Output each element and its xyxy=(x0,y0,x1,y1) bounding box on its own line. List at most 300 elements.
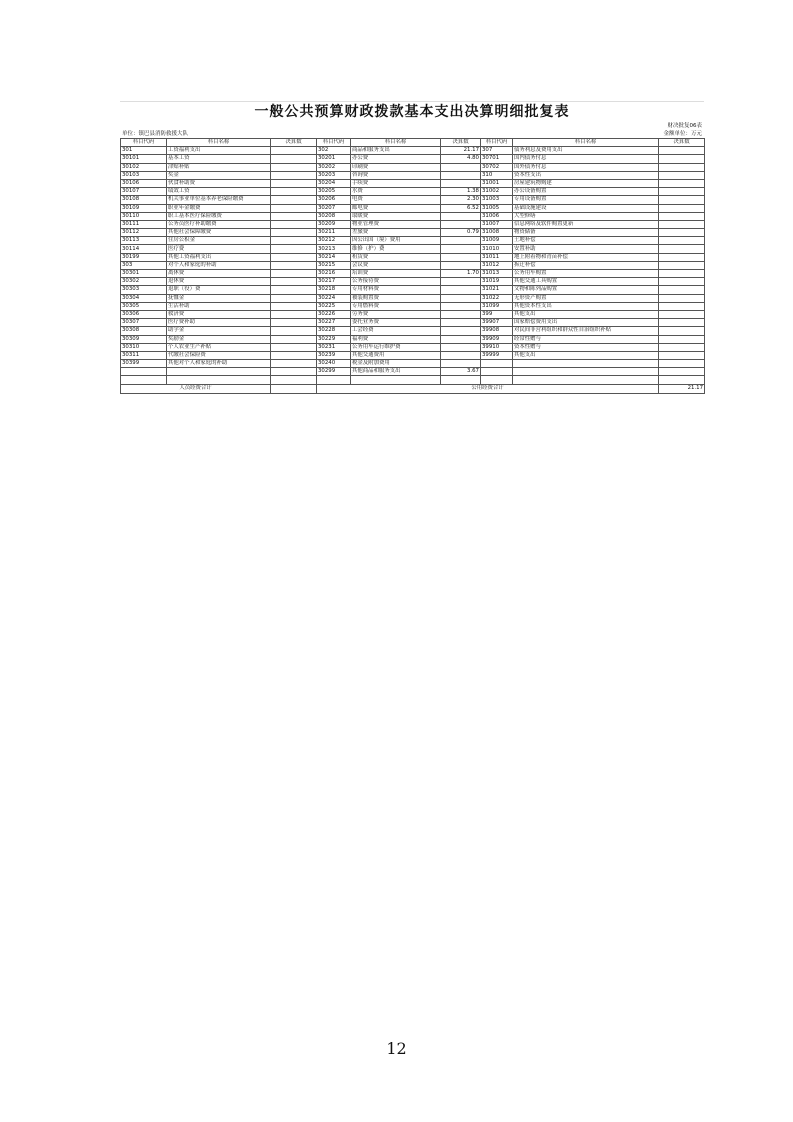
amount-cell xyxy=(271,319,317,327)
name-cell: 邮电费 xyxy=(351,204,441,212)
name-cell: 被装购置费 xyxy=(351,294,441,302)
code-cell: 30218 xyxy=(317,286,351,294)
name-cell: 取暖费 xyxy=(351,212,441,220)
name-cell: 经常性赠与 xyxy=(513,335,659,343)
code-cell: 39908 xyxy=(481,327,513,335)
code-cell: 30306 xyxy=(121,310,167,318)
amount-cell xyxy=(271,310,317,318)
name-cell: 税金及附加费用 xyxy=(351,360,441,368)
unit-label: 单位：镇巴县消防救援大队 xyxy=(122,131,189,137)
code-cell: 30226 xyxy=(317,310,351,318)
name-cell: 其他交通费用 xyxy=(351,351,441,359)
code-cell: 30228 xyxy=(317,327,351,335)
code-cell: 30214 xyxy=(317,253,351,261)
table-row xyxy=(121,204,705,212)
code-cell: 30701 xyxy=(481,155,513,163)
document-title: 一般公共预算财政拨款基本支出决算明细批复表 xyxy=(120,101,704,122)
name-cell: 其他社会保障缴费 xyxy=(167,229,271,237)
name-cell: 会议费 xyxy=(351,261,441,269)
code-cell: 30207 xyxy=(317,204,351,212)
name-cell: 维修（护）费 xyxy=(351,245,441,253)
totals-row xyxy=(121,384,705,393)
amount-cell: 4.80 xyxy=(441,155,481,163)
name-cell: 专用燃料费 xyxy=(351,302,441,310)
code-cell: 30209 xyxy=(317,220,351,228)
amount-cell xyxy=(271,270,317,278)
amount-cell xyxy=(441,220,481,228)
amount-cell xyxy=(441,376,481,384)
code-cell: 30205 xyxy=(317,188,351,196)
code-cell: 30224 xyxy=(317,294,351,302)
code-cell: 30225 xyxy=(317,302,351,310)
table-row xyxy=(121,360,705,368)
table-row xyxy=(121,302,705,310)
public-total-value: 21.17 xyxy=(659,384,705,393)
amount-cell: 0.79 xyxy=(441,229,481,237)
table-row xyxy=(121,376,705,384)
amount-cell xyxy=(271,163,317,171)
name-cell: 物资储备 xyxy=(513,229,659,237)
table-row xyxy=(121,294,705,302)
amount-cell xyxy=(659,220,705,228)
name-cell: 专用设备购置 xyxy=(513,196,659,204)
code-cell: 31011 xyxy=(481,253,513,261)
name-cell: 公务接待费 xyxy=(351,278,441,286)
table-row xyxy=(121,351,705,359)
table-row xyxy=(121,327,705,335)
header-cell: 科目代码 xyxy=(121,139,167,147)
amount-cell xyxy=(441,351,481,359)
table-row xyxy=(121,220,705,228)
public-total-label: 公用经费合计 xyxy=(317,384,659,393)
code-cell xyxy=(481,360,513,368)
name-cell: 公务用车运行维护费 xyxy=(351,343,441,351)
code-cell: 30107 xyxy=(121,188,167,196)
table-row xyxy=(121,163,705,171)
name-cell: 专用材料费 xyxy=(351,286,441,294)
header-cell: 科目名称 xyxy=(351,139,441,147)
name-cell: 地上附着物和青苗补偿 xyxy=(513,253,659,261)
code-cell: 30217 xyxy=(317,278,351,286)
amount-cell: 3.67 xyxy=(441,368,481,376)
amount-cell xyxy=(271,278,317,286)
table-row xyxy=(121,155,705,163)
name-cell: 其他支出 xyxy=(513,351,659,359)
header-cell: 科目代码 xyxy=(481,139,513,147)
code-cell: 31022 xyxy=(481,294,513,302)
name-cell: 奖金 xyxy=(167,171,271,179)
table-row xyxy=(121,212,705,220)
name-cell: 国家赔偿费用支出 xyxy=(513,319,659,327)
code-cell: 31005 xyxy=(481,204,513,212)
header-cell: 决算数 xyxy=(271,139,317,147)
code-cell: 30204 xyxy=(317,179,351,187)
code-cell: 39999 xyxy=(481,351,513,359)
name-cell: 文物和陈列品购置 xyxy=(513,286,659,294)
amount-cell xyxy=(441,343,481,351)
amount-cell xyxy=(659,368,705,376)
code-cell: 30301 xyxy=(121,270,167,278)
amount-cell xyxy=(271,220,317,228)
amount-cell xyxy=(271,335,317,343)
code-cell: 30103 xyxy=(121,171,167,179)
name-cell: 对民间非营利组织和群众性自治组织补贴 xyxy=(513,327,659,335)
name-cell: 住房公积金 xyxy=(167,237,271,245)
name-cell: 救济费 xyxy=(167,310,271,318)
amount-cell xyxy=(659,245,705,253)
name-cell: 差旅费 xyxy=(351,229,441,237)
code-cell: 30399 xyxy=(121,360,167,368)
amount-cell xyxy=(659,188,705,196)
code-cell: 30216 xyxy=(317,270,351,278)
name-cell: 其他工资福利支出 xyxy=(167,253,271,261)
table-number: 财决批复06表 xyxy=(667,123,702,129)
name-cell: 基础设施建设 xyxy=(513,204,659,212)
code-cell: 307 xyxy=(481,147,513,155)
code-cell: 30239 xyxy=(317,351,351,359)
amount-cell xyxy=(659,229,705,237)
amount-cell xyxy=(659,351,705,359)
name-cell: 印刷费 xyxy=(351,163,441,171)
header-cell: 科目名称 xyxy=(513,139,659,147)
amount-cell xyxy=(271,196,317,204)
code-cell: 30299 xyxy=(317,368,351,376)
code-cell xyxy=(481,368,513,376)
name-cell: 其他对个人和家庭的补助 xyxy=(167,360,271,368)
name-cell: 办公设备购置 xyxy=(513,188,659,196)
name-cell: 福利费 xyxy=(351,335,441,343)
code-cell: 39909 xyxy=(481,335,513,343)
code-cell: 31002 xyxy=(481,188,513,196)
amount-cell xyxy=(659,278,705,286)
name-cell: 手续费 xyxy=(351,179,441,187)
header-row xyxy=(121,139,705,147)
code-cell: 30213 xyxy=(317,245,351,253)
name-cell: 商品和服务支出 xyxy=(351,147,441,155)
amount-cell xyxy=(659,261,705,269)
code-cell: 31001 xyxy=(481,179,513,187)
amount-cell xyxy=(271,376,317,384)
amount-cell xyxy=(271,229,317,237)
name-cell: 伙食补助费 xyxy=(167,179,271,187)
name-cell xyxy=(513,360,659,368)
table-row xyxy=(121,196,705,204)
code-cell: 30110 xyxy=(121,212,167,220)
name-cell: 租赁费 xyxy=(351,253,441,261)
name-cell: 职工基本医疗保险缴费 xyxy=(167,212,271,220)
name-cell: 退休费 xyxy=(167,278,271,286)
amount-cell xyxy=(441,319,481,327)
table-row xyxy=(121,171,705,179)
amount-cell xyxy=(271,253,317,261)
code-cell: 31099 xyxy=(481,302,513,310)
amount-cell: 6.52 xyxy=(441,204,481,212)
amount-cell xyxy=(659,147,705,155)
amount-cell: 1.38 xyxy=(441,188,481,196)
amount-cell xyxy=(271,155,317,163)
code-cell: 30229 xyxy=(317,335,351,343)
code-cell: 30112 xyxy=(121,229,167,237)
personnel-total-label: 人员经费合计 xyxy=(121,384,271,393)
code-cell: 30199 xyxy=(121,253,167,261)
amount-cell xyxy=(659,196,705,204)
amount-cell xyxy=(659,327,705,335)
code-cell: 30206 xyxy=(317,196,351,204)
code-cell: 39907 xyxy=(481,319,513,327)
table-row xyxy=(121,319,705,327)
amount-cell xyxy=(271,360,317,368)
code-cell: 31007 xyxy=(481,220,513,228)
amount-cell xyxy=(441,302,481,310)
name-cell: 土地补偿 xyxy=(513,237,659,245)
amount-cell xyxy=(441,310,481,318)
meta-row-unit xyxy=(120,130,704,138)
code-cell: 31019 xyxy=(481,278,513,286)
code-cell: 30106 xyxy=(121,179,167,187)
amount-cell xyxy=(659,155,705,163)
code-cell: 30311 xyxy=(121,351,167,359)
table-row xyxy=(121,237,705,245)
amount-cell xyxy=(659,335,705,343)
amount-cell xyxy=(271,204,317,212)
name-cell: 房屋建筑物购建 xyxy=(513,179,659,187)
table-row xyxy=(121,261,705,269)
amount-cell xyxy=(441,286,481,294)
amount-cell xyxy=(659,310,705,318)
amount-cell xyxy=(659,204,705,212)
code-cell: 30308 xyxy=(121,327,167,335)
code-cell xyxy=(121,368,167,376)
amount-cell xyxy=(271,179,317,187)
table-body xyxy=(121,139,705,385)
name-cell: 培训费 xyxy=(351,270,441,278)
name-cell: 因公出国（境）费用 xyxy=(351,237,441,245)
code-cell: 31013 xyxy=(481,270,513,278)
name-cell xyxy=(513,376,659,384)
table-row xyxy=(121,270,705,278)
name-cell: 国外债务付息 xyxy=(513,163,659,171)
name-cell: 其他交通工具购置 xyxy=(513,278,659,286)
code-cell: 31010 xyxy=(481,245,513,253)
code-cell: 301 xyxy=(121,147,167,155)
table-row xyxy=(121,278,705,286)
code-cell: 30208 xyxy=(317,212,351,220)
meta-row-top xyxy=(120,122,704,130)
amount-cell xyxy=(441,245,481,253)
amount-cell xyxy=(659,237,705,245)
code-cell: 30302 xyxy=(121,278,167,286)
name-cell: 工会经费 xyxy=(351,327,441,335)
name-cell: 国内债务付息 xyxy=(513,155,659,163)
header-cell: 科目名称 xyxy=(167,139,271,147)
name-cell xyxy=(167,376,271,384)
name-cell: 机关事业单位基本养老保险缴费 xyxy=(167,196,271,204)
code-cell: 302 xyxy=(317,147,351,155)
amount-cell xyxy=(659,253,705,261)
code-cell: 30108 xyxy=(121,196,167,204)
code-cell: 31003 xyxy=(481,196,513,204)
amount-cell xyxy=(441,278,481,286)
code-cell: 30101 xyxy=(121,155,167,163)
personnel-total-value xyxy=(271,384,317,393)
name-cell: 拆迁补偿 xyxy=(513,261,659,269)
amount-cell xyxy=(271,171,317,179)
amount-cell xyxy=(441,261,481,269)
amount-cell xyxy=(441,163,481,171)
amount-cell xyxy=(271,294,317,302)
name-cell: 委托业务费 xyxy=(351,319,441,327)
code-cell: 303 xyxy=(121,261,167,269)
amount-cell xyxy=(659,360,705,368)
code-cell: 30304 xyxy=(121,294,167,302)
name-cell: 其他资本性支出 xyxy=(513,302,659,310)
code-cell: 31021 xyxy=(481,286,513,294)
table-row xyxy=(121,245,705,253)
table-row xyxy=(121,368,705,376)
amount-cell xyxy=(659,376,705,384)
amount-cell xyxy=(271,286,317,294)
amount-cell xyxy=(441,253,481,261)
amount-cell xyxy=(441,171,481,179)
code-cell: 31006 xyxy=(481,212,513,220)
code-cell: 30231 xyxy=(317,343,351,351)
code-cell: 30202 xyxy=(317,163,351,171)
amount-cell xyxy=(659,319,705,327)
table-row xyxy=(121,147,705,155)
code-cell: 30102 xyxy=(121,163,167,171)
amount-cell xyxy=(659,171,705,179)
code-cell: 30310 xyxy=(121,343,167,351)
code-cell: 30702 xyxy=(481,163,513,171)
code-cell: 30111 xyxy=(121,220,167,228)
code-cell: 31009 xyxy=(481,237,513,245)
name-cell xyxy=(513,368,659,376)
code-cell: 30203 xyxy=(317,171,351,179)
name-cell: 债务利息及费用支出 xyxy=(513,147,659,155)
amount-cell xyxy=(659,286,705,294)
amount-cell xyxy=(271,245,317,253)
name-cell: 水费 xyxy=(351,188,441,196)
code-cell: 30307 xyxy=(121,319,167,327)
name-cell: 办公费 xyxy=(351,155,441,163)
code-cell: 30113 xyxy=(121,237,167,245)
code-cell: 30211 xyxy=(317,229,351,237)
amount-cell xyxy=(441,335,481,343)
code-cell: 30309 xyxy=(121,335,167,343)
name-cell: 资本性支出 xyxy=(513,171,659,179)
amount-cell xyxy=(659,270,705,278)
code-cell: 30109 xyxy=(121,204,167,212)
header-cell: 决算数 xyxy=(659,139,705,147)
name-cell: 助学金 xyxy=(167,327,271,335)
name-cell: 津贴补贴 xyxy=(167,163,271,171)
code-cell: 310 xyxy=(481,171,513,179)
name-cell: 资本性赠与 xyxy=(513,343,659,351)
name-cell: 生活补助 xyxy=(167,302,271,310)
amount-cell xyxy=(659,294,705,302)
amount-cell xyxy=(441,212,481,220)
name-cell xyxy=(351,376,441,384)
amount-cell: 21.17 xyxy=(441,147,481,155)
budget-table xyxy=(120,138,705,394)
name-cell: 医疗费补助 xyxy=(167,319,271,327)
name-cell: 大型修缮 xyxy=(513,212,659,220)
code-cell xyxy=(317,376,351,384)
name-cell: 基本工资 xyxy=(167,155,271,163)
table-row xyxy=(121,286,705,294)
page-number: 12 xyxy=(386,1039,407,1058)
amount-cell xyxy=(271,368,317,376)
amount-cell xyxy=(441,360,481,368)
budget-document xyxy=(120,101,704,394)
name-cell: 代缴社会保险费 xyxy=(167,351,271,359)
table-row xyxy=(121,229,705,237)
table-row xyxy=(121,335,705,343)
table-row xyxy=(121,343,705,351)
code-cell: 30305 xyxy=(121,302,167,310)
name-cell: 公务用车购置 xyxy=(513,270,659,278)
amount-cell xyxy=(441,237,481,245)
amount-cell xyxy=(659,212,705,220)
name-cell: 电费 xyxy=(351,196,441,204)
amount-cell xyxy=(271,147,317,155)
amount-cell xyxy=(441,327,481,335)
amount-cell xyxy=(271,302,317,310)
amount-cell xyxy=(271,327,317,335)
name-cell: 退职（役）费 xyxy=(167,286,271,294)
code-cell: 39910 xyxy=(481,343,513,351)
code-cell: 30227 xyxy=(317,319,351,327)
name-cell: 其他商品和服务支出 xyxy=(351,368,441,376)
name-cell: 物业管理费 xyxy=(351,220,441,228)
code-cell: 30114 xyxy=(121,245,167,253)
name-cell: 无形资产购置 xyxy=(513,294,659,302)
table-row xyxy=(121,253,705,261)
name-cell: 其他支出 xyxy=(513,310,659,318)
code-cell: 31008 xyxy=(481,229,513,237)
amount-cell xyxy=(659,343,705,351)
name-cell xyxy=(167,368,271,376)
name-cell: 对个人和家庭的补助 xyxy=(167,261,271,269)
code-cell: 30240 xyxy=(317,360,351,368)
amount-cell: 2.30 xyxy=(441,196,481,204)
code-cell: 399 xyxy=(481,310,513,318)
amount-cell xyxy=(271,237,317,245)
code-cell: 31012 xyxy=(481,261,513,269)
amount-unit: 金额单位：万元 xyxy=(663,131,702,137)
name-cell: 离休费 xyxy=(167,270,271,278)
amount-cell xyxy=(659,302,705,310)
header-cell: 科目代码 xyxy=(317,139,351,147)
name-cell: 咨询费 xyxy=(351,171,441,179)
name-cell: 职业年金缴费 xyxy=(167,204,271,212)
amount-cell xyxy=(659,179,705,187)
code-cell: 30215 xyxy=(317,261,351,269)
amount-cell xyxy=(271,343,317,351)
table-row xyxy=(121,188,705,196)
name-cell: 安置补助 xyxy=(513,245,659,253)
amount-cell xyxy=(441,294,481,302)
amount-cell xyxy=(271,261,317,269)
name-cell: 抚恤金 xyxy=(167,294,271,302)
code-cell: 30303 xyxy=(121,286,167,294)
name-cell: 绩效工资 xyxy=(167,188,271,196)
amount-cell: 1.70 xyxy=(441,270,481,278)
amount-cell xyxy=(659,163,705,171)
name-cell: 奖励金 xyxy=(167,335,271,343)
code-cell: 30212 xyxy=(317,237,351,245)
name-cell: 医疗费 xyxy=(167,245,271,253)
